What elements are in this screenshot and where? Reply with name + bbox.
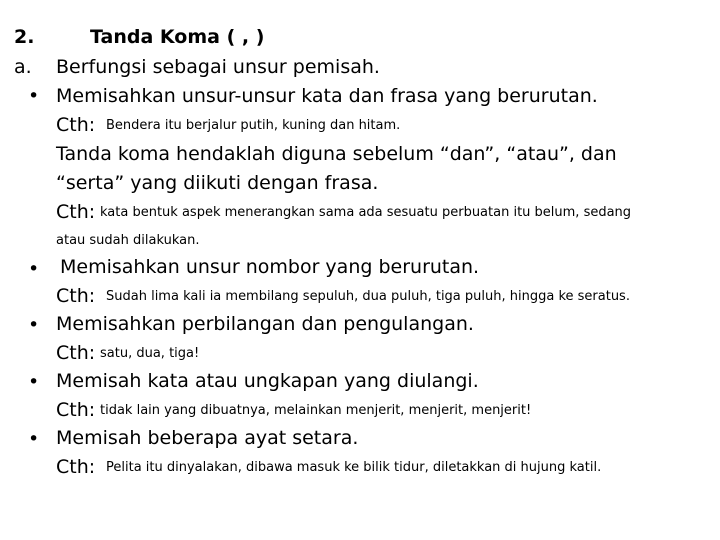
item-1-note-line-1: Tanda koma hendaklah diguna sebelum “dan”, “atau”, dan bbox=[56, 143, 617, 165]
item-3-example: satu, dua, tiga! bbox=[100, 346, 200, 361]
item-1-example-label: Cth: bbox=[56, 114, 96, 136]
bullet-marker: • bbox=[28, 258, 40, 280]
section-title: Tanda Koma ( , ) bbox=[90, 26, 265, 48]
item-1-example: Bendera itu berjalur putih, kuning dan hitam. bbox=[106, 118, 401, 133]
section-number: 2. bbox=[14, 26, 35, 48]
item-5-example: Pelita itu dinyalakan, dibawa masuk ke bilik tidur, diletakkan di hujung katil. bbox=[106, 460, 602, 475]
item-1-example2-line-1: kata bentuk aspek menerangkan sama ada sesuatu perbuatan itu belum, sedang bbox=[100, 205, 632, 220]
item-3-example-label: Cth: bbox=[56, 342, 96, 364]
item-1-text: Memisahkan unsur-unsur kata dan frasa yang berurutan. bbox=[56, 85, 598, 107]
sub-text: Berfungsi sebagai unsur pemisah. bbox=[56, 56, 380, 78]
item-2-text: Memisahkan unsur nombor yang berurutan. bbox=[60, 256, 480, 278]
bullet-marker: • bbox=[28, 314, 40, 336]
bullet-marker: • bbox=[28, 371, 40, 393]
item-3-text: Memisahkan perbilangan dan pengulangan. bbox=[56, 313, 474, 335]
item-4-text: Memisah kata atau ungkapan yang diulangi. bbox=[56, 370, 479, 392]
item-1-example2-line-2: atau sudah dilakukan. bbox=[56, 233, 200, 248]
item-2-example-label: Cth: bbox=[56, 285, 96, 307]
bullet-marker: • bbox=[28, 85, 40, 107]
item-1-note-line-2: “serta” yang diikuti dengan frasa. bbox=[56, 172, 379, 194]
item-4-example: tidak lain yang dibuatnya, melainkan menjerit, menjerit, menjerit! bbox=[100, 403, 532, 418]
item-4-example-label: Cth: bbox=[56, 399, 96, 421]
sub-marker: a. bbox=[14, 56, 32, 78]
item-1-example2-label: Cth: bbox=[56, 201, 96, 223]
item-5-text: Memisah beberapa ayat setara. bbox=[56, 427, 359, 449]
item-2-example: Sudah lima kali ia membilang sepuluh, dua puluh, tiga puluh, hingga ke seratus. bbox=[106, 289, 630, 304]
item-5-example-label: Cth: bbox=[56, 456, 96, 478]
bullet-marker: • bbox=[28, 428, 40, 450]
